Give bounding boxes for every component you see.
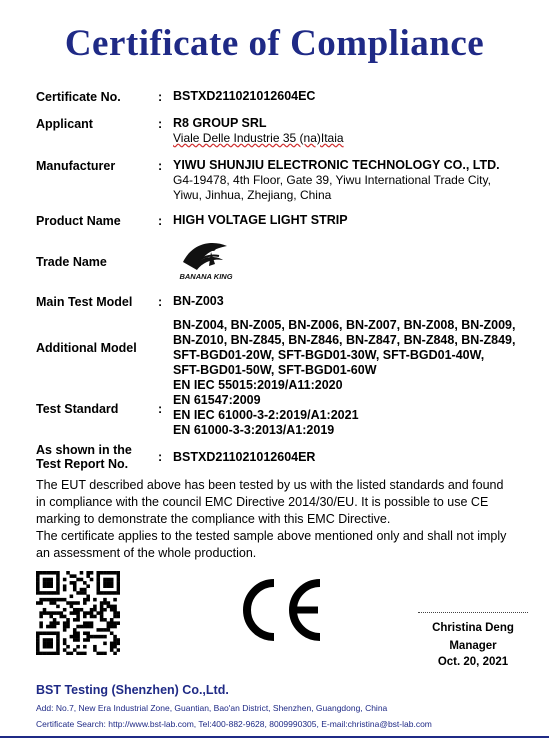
report-label-line-1: As shown in the — [36, 443, 132, 457]
signature-line — [418, 612, 528, 613]
signature-date: Oct. 20, 2021 — [437, 656, 509, 668]
certificate-no-label: Certificate No. — [36, 90, 121, 104]
signatory-title: Manager — [449, 640, 497, 652]
report-label-line-2: Test Report No. — [36, 457, 129, 471]
footer-address: Add: No.7, New Era Industrial Zone, Guantian, Bao'an District, Shenzhen, Guangdong, China — [36, 703, 388, 713]
statement-line: The EUT described above has been tested by us with the listed standards and found — [36, 478, 504, 492]
certificate-no-value: BSTXD211021012604EC — [173, 89, 316, 103]
trade-name-label: Trade Name — [36, 255, 107, 269]
report-no-value: BSTXD211021012604ER — [173, 450, 316, 464]
product-name-value: HIGH VOLTAGE LIGHT STRIP — [173, 213, 348, 227]
applicant-label: Applicant — [36, 117, 93, 131]
additional-model-line: BN-Z004, BN-Z005, BN-Z006, BN-Z007, BN-Z008, BN-Z009, — [173, 318, 516, 332]
main-test-model-value: BN-Z003 — [173, 294, 224, 308]
manufacturer-address-1: G4-19478, 4th Floor, Gate 39, Yiwu International Trade City, — [173, 173, 491, 187]
additional-model-line: SFT-BGD01-20W, SFT-BGD01-30W, SFT-BGD01-40W, — [173, 348, 485, 362]
colon: : — [158, 159, 163, 173]
colon: : — [158, 214, 163, 228]
logo-lettering: BANANA KING — [179, 272, 233, 281]
additional-model-line: SFT-BGD01-50W, SFT-BGD01-60W — [173, 363, 377, 377]
qr-code — [36, 571, 120, 655]
ce-mark — [234, 577, 324, 643]
manufacturer-value: YIWU SHUNJIU ELECTRONIC TECHNOLOGY CO., LTD. — [173, 158, 500, 172]
main-test-model-label: Main Test Model — [36, 295, 133, 309]
colon: : — [158, 295, 163, 309]
product-name-label: Product Name — [36, 214, 121, 228]
applicant-address: Viale Delle Industrie 35 (na)Itaia — [173, 131, 344, 145]
colon: : — [158, 90, 163, 104]
manufacturer-address-2: Yiwu, Jinhua, Zhejiang, China — [173, 188, 332, 202]
certificate-title: Certificate of Compliance — [64, 23, 485, 64]
test-standard-label: Test Standard — [36, 402, 119, 416]
colon: : — [158, 117, 163, 131]
statement-line: The certificate applies to the tested sample above mentioned only and shall not imply — [36, 529, 507, 543]
company-name: BST Testing (Shenzhen) Co.,Ltd. — [36, 683, 229, 697]
statement-line: in compliance with the council EMC Directive 2014/30/EU. It is possible to use CE — [36, 495, 489, 509]
manufacturer-label: Manufacturer — [36, 159, 116, 173]
test-standard-line: EN 61000-3-3:2013/A1:2019 — [173, 423, 335, 437]
banana-king-logo — [171, 236, 241, 282]
statement-line: an assessment of the whole production. — [36, 546, 257, 560]
additional-model-label: Additional Model — [36, 341, 137, 355]
colon: : — [158, 450, 163, 464]
colon: : — [158, 402, 163, 416]
test-standard-line: EN IEC 55015:2019/A11:2020 — [173, 378, 343, 392]
test-standard-line: EN IEC 61000-3-2:2019/A1:2021 — [173, 408, 359, 422]
test-standard-line: EN 61547:2009 — [173, 393, 261, 407]
footer-contact: Certificate Search: http://www.bst-lab.com, Tel:400-882-9628, 8009990305, E-mail:christina@bst-lab.com — [36, 719, 432, 729]
additional-model-line: BN-Z010, BN-Z845, BN-Z846, BN-Z847, BN-Z848, BN-Z849, — [173, 333, 516, 347]
signatory-name: Christina Deng — [432, 622, 514, 634]
statement-line: marking to demonstrate the compliance with this EMC Directive. — [36, 512, 391, 526]
applicant-value: R8 GROUP SRL — [173, 116, 267, 130]
